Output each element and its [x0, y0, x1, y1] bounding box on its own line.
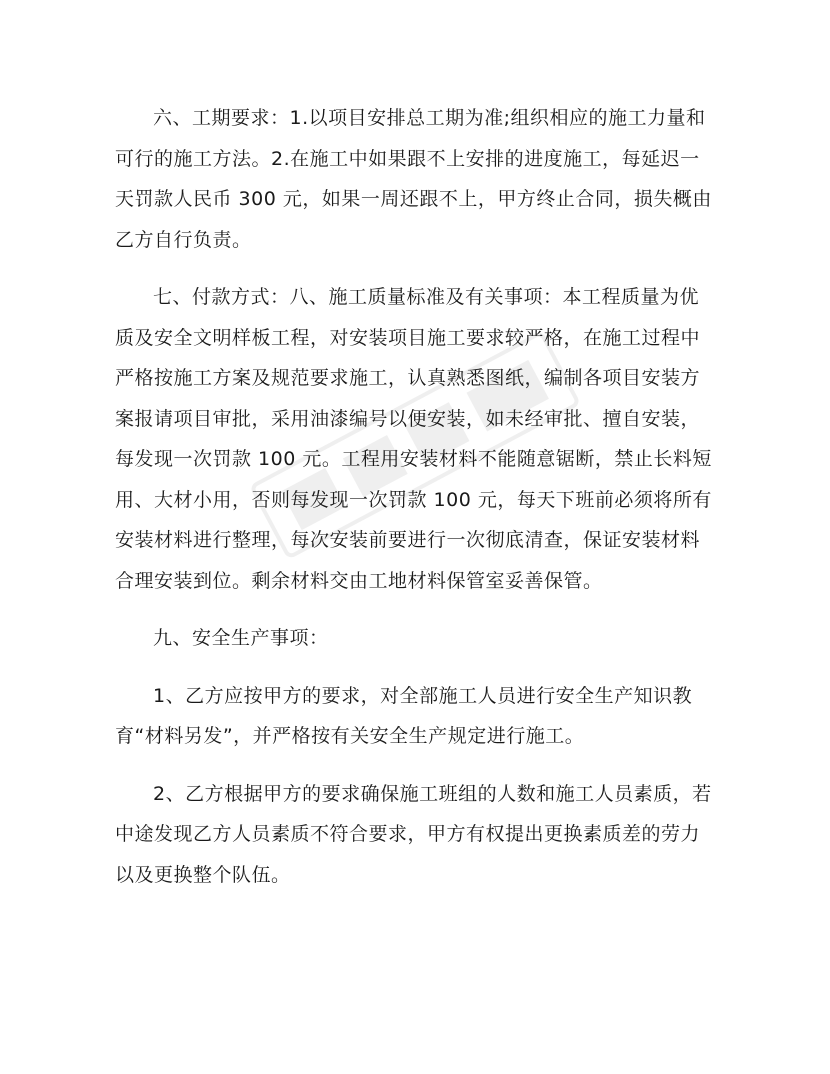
paragraph-gap: [115, 659, 715, 676]
paragraph-gap: [115, 757, 715, 774]
paragraph-safety-item-1: 1、乙方应按甲方的要求，对全部施工人员进行安全生产知识教育“材料另发”，并严格按有关安全生产规定进行施工。: [115, 684, 693, 747]
paragraph-gap: [115, 601, 715, 618]
paragraph-safety-item-2: 2、乙方根据甲方的要求确保施工班组的人数和施工人员素质，若中途发现乙方人员素质不符合要求，甲方有权提出更换素质差的劳力以及更换整个队伍。: [115, 782, 712, 886]
paragraph-safety-heading: 九、安全生产事项：: [153, 627, 329, 649]
document-body: [115, 98, 715, 895]
paragraph-gap: [115, 260, 715, 277]
paragraph-schedule-requirements: 六、工期要求：1.以项目安排总工期为准;组织相应的施工力量和可行的施工方法。2.在施工中如果跟不上安排的进度施工，每延迟一天罚款人民币 300 元，如果一周还跟不上，甲方终止合同，损失概由乙方自行负责。: [115, 107, 712, 251]
paragraph-payment-and-quality: 七、付款方式：八、施工质量标准及有关事项：本工程质量为优质及安全文明样板工程，对安装项目施工要求较严格，在施工过程中严格按施工方案及规范要求施工，认真熟悉图纸，编制各项目安装方案报请项目审批，采用油漆编号以便安装，如未经审批、擅自安装，每发现一次罚款 100 元。工程用安装材料不能随意锯断，禁止长料短用、大材小用，否则每发现一次罚款 100 元，每天下班前必须将所有安装材料进行整理，每次安装前要进行一次彻底清查，保证安装材料合理安装到位。剩余材料交由工地材料保管室妥善保管。: [115, 286, 712, 592]
